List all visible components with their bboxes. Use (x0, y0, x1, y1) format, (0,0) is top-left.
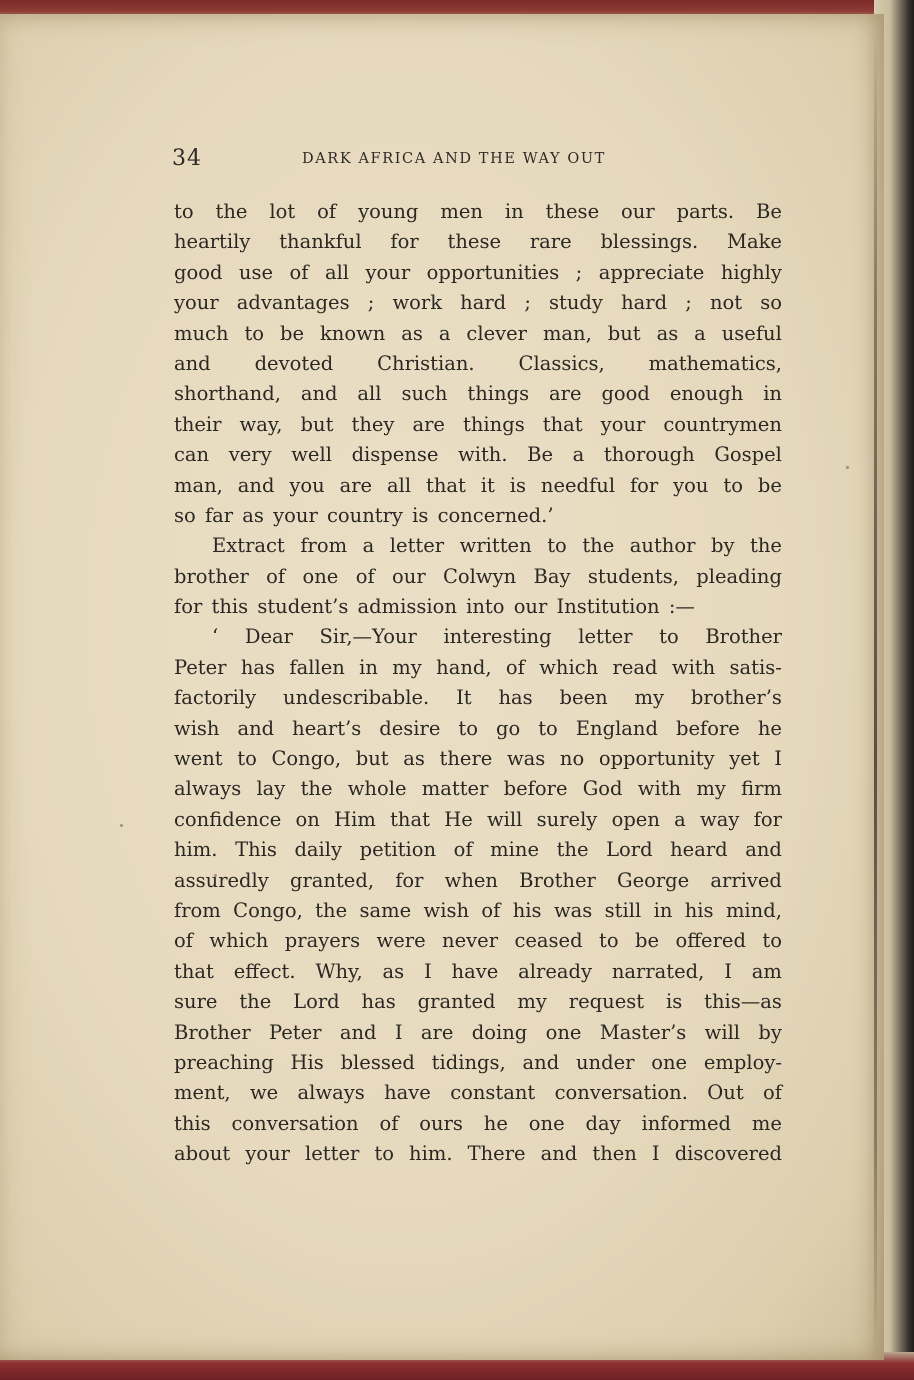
text-line: that effect. Why, as I have already narrated, I am (174, 959, 782, 983)
text-line: wish and heart’s desire to go to England before he (174, 716, 782, 740)
text-line: went to Congo, but as there was no opportunity yet I (174, 747, 782, 771)
text-line: confidence on Him that He will surely open a way for (174, 807, 782, 831)
text-line: so far as your country is concerned.’ (174, 503, 554, 527)
text-line: your advantages ; work hard ; study hard ; not so (174, 291, 782, 315)
text-line: their way, but they are things that your countrymen (174, 412, 782, 436)
text-line: much to be known as a clever man, but as a useful (174, 321, 782, 345)
text-line: from Congo, the same wish of his was still in his mind, (174, 898, 782, 922)
paper-speck (846, 466, 849, 469)
text-line: about your letter to him. There and then I discovered (174, 1142, 782, 1166)
paper-speck (120, 824, 123, 827)
body-text (174, 197, 782, 1170)
running-head (172, 146, 784, 176)
text-line: sure the Lord has granted my request is this—as (174, 990, 782, 1014)
text-line: brother of one of our Colwyn Bay students, pleading (174, 564, 782, 588)
text-line: assuredly granted, for when Brother George arrived (174, 868, 782, 892)
text-line: of which prayers were never ceased to be offered to (174, 929, 782, 953)
text-line: and devoted Christian. Classics, mathematics, (174, 351, 782, 375)
text-line: Brother Peter and I are doing one Master’s will by (174, 1020, 782, 1044)
text-line: Peter has fallen in my hand, of which read with satis- (174, 655, 782, 679)
page-number: 34 (172, 146, 202, 171)
text-line: preaching His blessed tidings, and under one employ- (174, 1050, 782, 1074)
text-line: can very well dispense with. Be a thorough Gospel (174, 443, 782, 467)
text-line: heartily thankful for these rare blessings. Make (174, 230, 782, 254)
text-line: shorthand, and all such things are good enough in (174, 382, 782, 406)
text-line: man, and you are all that it is needful for you to be (174, 473, 782, 497)
text-line: ‘ Dear Sir,—Your interesting letter to Brother (212, 625, 782, 649)
text-line: him. This daily petition of mine the Lord heard and (174, 838, 782, 862)
text-line: ment, we always have constant conversation. Out of (174, 1081, 782, 1105)
text-line: to the lot of young men in these our parts. Be (174, 200, 782, 223)
text-line: factorily undescribable. It has been my brother’s (174, 686, 782, 710)
text-line: for this student’s admission into our Institution :— (174, 595, 695, 619)
text-line: this conversation of ours he one day informed me (174, 1111, 782, 1135)
running-title: DARK AFRICA AND THE WAY OUT (302, 151, 606, 167)
text-line: Extract from a letter written to the author by the (212, 534, 782, 558)
text-line: always lay the whole matter before God with my firm (174, 777, 782, 801)
page-gutter-shadow (874, 34, 877, 1354)
text-line: good use of all your opportunities ; appreciate highly (174, 260, 782, 284)
